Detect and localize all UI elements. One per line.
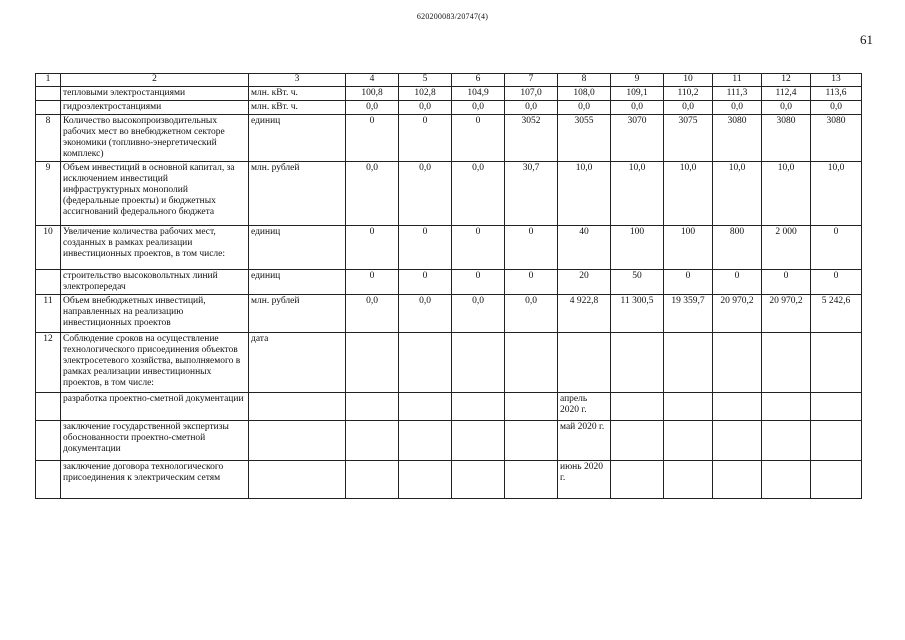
row-number bbox=[36, 270, 61, 295]
value-cell-col10: 0,0 bbox=[664, 101, 713, 115]
indicator-name: заключение государственной экспертизы обоснованности проектно-сметной документации bbox=[61, 421, 249, 461]
row-number bbox=[36, 101, 61, 115]
column-header-6: 6 bbox=[452, 74, 505, 87]
indicator-name: тепловыми электростанциями bbox=[61, 87, 249, 101]
page-number: 61 bbox=[860, 32, 873, 47]
value-cell-col11: 0 bbox=[713, 270, 762, 295]
value-cell-col8: 20 bbox=[558, 270, 611, 295]
value-cell-col12: 10,0 bbox=[762, 162, 811, 226]
unit-of-measure: млн. рублей bbox=[249, 162, 346, 226]
value-cell-col6 bbox=[452, 461, 505, 499]
value-cell-col11: 111,3 bbox=[713, 87, 762, 101]
table-row bbox=[36, 101, 862, 115]
value-cell-col8: июнь 2020 г. bbox=[558, 461, 611, 499]
row-number: 11 bbox=[36, 295, 61, 333]
value-cell-col4: 100,8 bbox=[346, 87, 399, 101]
value-cell-col9: 100 bbox=[611, 226, 664, 270]
value-cell-col5 bbox=[399, 421, 452, 461]
indicator-name: заключение договора технологического присоединения к электрическим сетям bbox=[61, 461, 249, 499]
value-cell-col13: 3080 bbox=[811, 115, 862, 162]
value-cell-col9: 3070 bbox=[611, 115, 664, 162]
value-cell-col4: 0 bbox=[346, 226, 399, 270]
value-cell-col6 bbox=[452, 393, 505, 421]
value-cell-col6: 0 bbox=[452, 270, 505, 295]
column-header-5: 5 bbox=[399, 74, 452, 87]
column-header-13: 13 bbox=[811, 74, 862, 87]
value-cell-col11: 10,0 bbox=[713, 162, 762, 226]
column-header-7: 7 bbox=[505, 74, 558, 87]
column-header-2: 2 bbox=[61, 74, 249, 87]
value-cell-col10 bbox=[664, 393, 713, 421]
value-cell-col7: 30,7 bbox=[505, 162, 558, 226]
value-cell-col12: 20 970,2 bbox=[762, 295, 811, 333]
indicators-table bbox=[35, 73, 862, 499]
indicator-name: Соблюдение сроков на осуществление технологического присоединения объектов электросетевого хозяйства, выполняемого в рамках реализации инвестиционных проектов, в том числе: bbox=[61, 333, 249, 393]
value-cell-col13: 113,6 bbox=[811, 87, 862, 101]
value-cell-col5: 0 bbox=[399, 226, 452, 270]
indicator-name: Объем инвестиций в основной капитал, за исключением инвестиций инфраструктурных монополий (федеральные проекты) и бюджетных ассигнований федерального бюджета bbox=[61, 162, 249, 226]
value-cell-col12 bbox=[762, 421, 811, 461]
value-cell-col10: 10,0 bbox=[664, 162, 713, 226]
unit-of-measure: единиц bbox=[249, 226, 346, 270]
value-cell-col8: 40 bbox=[558, 226, 611, 270]
value-cell-col12: 112,4 bbox=[762, 87, 811, 101]
value-cell-col13 bbox=[811, 393, 862, 421]
value-cell-col11: 0,0 bbox=[713, 101, 762, 115]
value-cell-col7: 3052 bbox=[505, 115, 558, 162]
value-cell-col4 bbox=[346, 333, 399, 393]
row-number: 8 bbox=[36, 115, 61, 162]
value-cell-col9 bbox=[611, 461, 664, 499]
value-cell-col7 bbox=[505, 393, 558, 421]
value-cell-col11 bbox=[713, 461, 762, 499]
value-cell-col10 bbox=[664, 333, 713, 393]
value-cell-col7: 0,0 bbox=[505, 101, 558, 115]
document-id: 620200083/20747(4) bbox=[416, 12, 489, 21]
column-header-8: 8 bbox=[558, 74, 611, 87]
column-header-11: 11 bbox=[713, 74, 762, 87]
value-cell-col12: 0 bbox=[762, 270, 811, 295]
table-row bbox=[36, 162, 862, 226]
value-cell-col6: 0 bbox=[452, 115, 505, 162]
table-row bbox=[36, 333, 862, 393]
value-cell-col8: май 2020 г. bbox=[558, 421, 611, 461]
table-row bbox=[36, 115, 862, 162]
value-cell-col13 bbox=[811, 461, 862, 499]
value-cell-col5: 0,0 bbox=[399, 101, 452, 115]
value-cell-col7 bbox=[505, 333, 558, 393]
value-cell-col8 bbox=[558, 333, 611, 393]
table-row bbox=[36, 87, 862, 101]
value-cell-col9: 0,0 bbox=[611, 101, 664, 115]
value-cell-col11: 20 970,2 bbox=[713, 295, 762, 333]
table-row bbox=[36, 461, 862, 499]
value-cell-col6 bbox=[452, 421, 505, 461]
table-row bbox=[36, 421, 862, 461]
value-cell-col6: 0,0 bbox=[452, 295, 505, 333]
indicator-name: гидроэлектростанциями bbox=[61, 101, 249, 115]
value-cell-col8: апрель 2020 г. bbox=[558, 393, 611, 421]
value-cell-col13: 0 bbox=[811, 226, 862, 270]
value-cell-col12 bbox=[762, 393, 811, 421]
table-row bbox=[36, 295, 862, 333]
value-cell-col9 bbox=[611, 421, 664, 461]
row-number bbox=[36, 461, 61, 499]
unit-of-measure: единиц bbox=[249, 270, 346, 295]
value-cell-col8: 3055 bbox=[558, 115, 611, 162]
unit-of-measure: единиц bbox=[249, 115, 346, 162]
value-cell-col9: 50 bbox=[611, 270, 664, 295]
row-number: 10 bbox=[36, 226, 61, 270]
value-cell-col7 bbox=[505, 421, 558, 461]
indicator-name: разработка проектно-сметной документации bbox=[61, 393, 249, 421]
value-cell-col4: 0,0 bbox=[346, 101, 399, 115]
value-cell-col4 bbox=[346, 461, 399, 499]
value-cell-col6: 0 bbox=[452, 226, 505, 270]
value-cell-col13 bbox=[811, 421, 862, 461]
value-cell-col4 bbox=[346, 421, 399, 461]
value-cell-col8: 10,0 bbox=[558, 162, 611, 226]
value-cell-col5: 102,8 bbox=[399, 87, 452, 101]
value-cell-col9 bbox=[611, 333, 664, 393]
value-cell-col4 bbox=[346, 393, 399, 421]
value-cell-col12: 3080 bbox=[762, 115, 811, 162]
row-number bbox=[36, 393, 61, 421]
value-cell-col5: 0,0 bbox=[399, 162, 452, 226]
row-number: 9 bbox=[36, 162, 61, 226]
value-cell-col13: 0,0 bbox=[811, 101, 862, 115]
column-header-9: 9 bbox=[611, 74, 664, 87]
value-cell-col11 bbox=[713, 421, 762, 461]
value-cell-col4: 0,0 bbox=[346, 162, 399, 226]
value-cell-col5 bbox=[399, 461, 452, 499]
unit-of-measure bbox=[249, 461, 346, 499]
value-cell-col10: 19 359,7 bbox=[664, 295, 713, 333]
value-cell-col5: 0,0 bbox=[399, 295, 452, 333]
value-cell-col6: 0,0 bbox=[452, 162, 505, 226]
indicator-name: строительство высоковольтных линий электропередач bbox=[61, 270, 249, 295]
value-cell-col7: 0 bbox=[505, 270, 558, 295]
value-cell-col12 bbox=[762, 333, 811, 393]
unit-of-measure bbox=[249, 393, 346, 421]
value-cell-col10 bbox=[664, 421, 713, 461]
value-cell-col10: 110,2 bbox=[664, 87, 713, 101]
row-number bbox=[36, 87, 61, 101]
value-cell-col4: 0 bbox=[346, 270, 399, 295]
value-cell-col6: 104,9 bbox=[452, 87, 505, 101]
value-cell-col7: 0,0 bbox=[505, 295, 558, 333]
value-cell-col12: 2 000 bbox=[762, 226, 811, 270]
value-cell-col10 bbox=[664, 461, 713, 499]
column-header-4: 4 bbox=[346, 74, 399, 87]
value-cell-col9: 109,1 bbox=[611, 87, 664, 101]
unit-of-measure: млн. рублей bbox=[249, 295, 346, 333]
value-cell-col13: 10,0 bbox=[811, 162, 862, 226]
row-number bbox=[36, 421, 61, 461]
value-cell-col12: 0,0 bbox=[762, 101, 811, 115]
value-cell-col13: 0 bbox=[811, 270, 862, 295]
value-cell-col8: 108,0 bbox=[558, 87, 611, 101]
row-number: 12 bbox=[36, 333, 61, 393]
unit-of-measure: млн. кВт. ч. bbox=[249, 87, 346, 101]
table-row bbox=[36, 226, 862, 270]
value-cell-col9: 11 300,5 bbox=[611, 295, 664, 333]
value-cell-col10: 3075 bbox=[664, 115, 713, 162]
value-cell-col13 bbox=[811, 333, 862, 393]
indicator-name: Объем внебюджетных инвестиций, направленных на реализацию инвестиционных проектов bbox=[61, 295, 249, 333]
unit-of-measure: дата bbox=[249, 333, 346, 393]
value-cell-col5: 0 bbox=[399, 270, 452, 295]
value-cell-col5 bbox=[399, 333, 452, 393]
indicator-name: Увеличение количества рабочих мест, созданных в рамках реализации инвестиционных проектов, в том числе: bbox=[61, 226, 249, 270]
value-cell-col4: 0,0 bbox=[346, 295, 399, 333]
column-header-10: 10 bbox=[664, 74, 713, 87]
column-header-3: 3 bbox=[249, 74, 346, 87]
table-row bbox=[36, 393, 862, 421]
unit-of-measure bbox=[249, 421, 346, 461]
value-cell-col13: 5 242,6 bbox=[811, 295, 862, 333]
value-cell-col7: 0 bbox=[505, 226, 558, 270]
table-row bbox=[36, 270, 862, 295]
value-cell-col11 bbox=[713, 333, 762, 393]
value-cell-col10: 100 bbox=[664, 226, 713, 270]
column-header-12: 12 bbox=[762, 74, 811, 87]
value-cell-col11 bbox=[713, 393, 762, 421]
value-cell-col6: 0,0 bbox=[452, 101, 505, 115]
value-cell-col11: 3080 bbox=[713, 115, 762, 162]
value-cell-col6 bbox=[452, 333, 505, 393]
value-cell-col9: 10,0 bbox=[611, 162, 664, 226]
value-cell-col10: 0 bbox=[664, 270, 713, 295]
value-cell-col12 bbox=[762, 461, 811, 499]
column-header-1: 1 bbox=[36, 74, 61, 87]
value-cell-col5: 0 bbox=[399, 115, 452, 162]
indicator-name: Количество высокопроизводительных рабочих мест во внебюджетном секторе экономики (топливно-энергетический комплекс) bbox=[61, 115, 249, 162]
value-cell-col8: 4 922,8 bbox=[558, 295, 611, 333]
value-cell-col4: 0 bbox=[346, 115, 399, 162]
value-cell-col11: 800 bbox=[713, 226, 762, 270]
unit-of-measure: млн. кВт. ч. bbox=[249, 101, 346, 115]
value-cell-col7 bbox=[505, 461, 558, 499]
value-cell-col9 bbox=[611, 393, 664, 421]
value-cell-col7: 107,0 bbox=[505, 87, 558, 101]
value-cell-col5 bbox=[399, 393, 452, 421]
value-cell-col8: 0,0 bbox=[558, 101, 611, 115]
header-row bbox=[36, 74, 862, 87]
